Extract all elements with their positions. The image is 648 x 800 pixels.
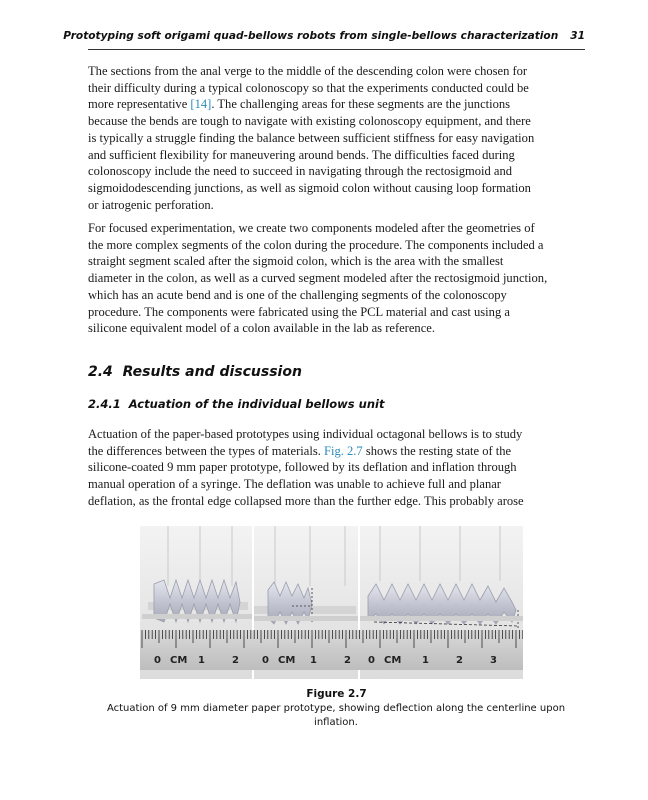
text-line: and sufficient flexibility for maneuvering around bends. The difficulties faced during [88,147,515,162]
ruler-label: CM [278,655,296,666]
ruler-label: CM [170,655,188,666]
text-line: or iatrogenic perforation. [88,197,214,212]
paragraph-colon-sections [88,63,585,213]
text-line: diameter in the colon, as well as a curved segment modeled after the rectosigmoid junction, [88,271,548,286]
text-line [88,96,585,113]
subsection-title: Actuation of the individual bellows unit [128,397,385,411]
figure-photo-svg [140,526,523,679]
text-fragment: shows the resting state of the [362,443,512,458]
text-fragment: The challenging areas for these segments are the junctions [217,97,511,112]
ruler-label: 2 [456,655,463,666]
subsection-heading [88,397,384,411]
text-line: deflation, as the frontal edge collapsed more than the further edge. This probably arose [88,493,524,508]
ruler-label: CM [384,655,402,666]
ruler-label: 2 [232,655,239,666]
text-line [88,443,585,460]
text-line: procedure. The components were fabricated using the PCL material and cast using a [88,304,510,319]
text-line: silicone-coated 9 mm paper prototype, followed by its deflation and inflation through [88,460,517,475]
text-line: which has an acute bend and is one of the challenging segments of the colonoscopy [88,287,507,302]
text-fragment: the differences between the types of materials. [88,443,324,458]
paragraph-actuation [88,426,585,510]
ruler-label: 2 [344,655,351,666]
text-line: sigmoidodescending junctions, as well as sigmoid colon without causing loop formation [88,180,531,195]
figure-caption-text: Actuation of 9 mm diameter paper prototype, showing deflection along the centerline upon inflation. [106,703,566,728]
section-title: Results and discussion [122,364,302,380]
text-line: manual operation of a syringe. The deflation was unable to achieve full and planar [88,477,501,492]
ruler-label: 0 [262,655,269,666]
running-title: Prototyping soft origami quad-bellows robots from single-bellows characterization [63,30,559,42]
text-line: colonoscopy include the need to succeed in navigating through the rectosigmoid and [88,164,513,179]
text-line: silicone equivalent model of a colon available in the lab as reference. [88,321,435,336]
ruler-label: 1 [310,655,317,666]
text-line: Actuation of the paper-based prototypes using individual octagonal bellows is to study [88,427,523,441]
section-heading [88,364,302,380]
text-line: the more complex segments of the colon during the procedure. The components included a [88,237,544,252]
citation-link[interactable]: [14] [190,97,212,112]
paragraph-focused-experimentation [88,220,585,337]
subsection-number: 2.4.1 [88,397,121,411]
ruler-label: 0 [368,655,375,666]
text-line: straight segment scaled after the sigmoid colon, which is the area with the smallest [88,254,504,269]
figure-photo [140,526,523,679]
text-line: is typically a struggle finding the balance between sufficient stiffness for easy navigation [88,130,535,145]
text-fragment: . [211,97,215,112]
figure-reference-link[interactable]: Fig. 2.7 [323,443,363,458]
text-fragment: more representative [88,97,191,112]
text-line: their difficulty during a typical colonoscopy so that the experiments conducted could be [88,80,529,95]
ruler-label: 0 [154,655,161,666]
ruler-label: 1 [422,655,429,666]
text-line: because the bends are tough to navigate with existing colonoscopy equipment, and there [88,114,531,129]
text-line: The sections from the anal verge to the middle of the descending colon were chosen for [88,64,528,78]
ruler-label: 1 [198,655,205,666]
page-number: 31 [570,30,585,42]
running-header [63,30,585,50]
figure-caption-title: Figure 2.7 [306,688,367,700]
section-number: 2.4 [88,364,113,380]
text-line: For focused experimentation, we create two components modeled after the geometries of [88,221,535,235]
ruler-label: 3 [490,655,497,666]
